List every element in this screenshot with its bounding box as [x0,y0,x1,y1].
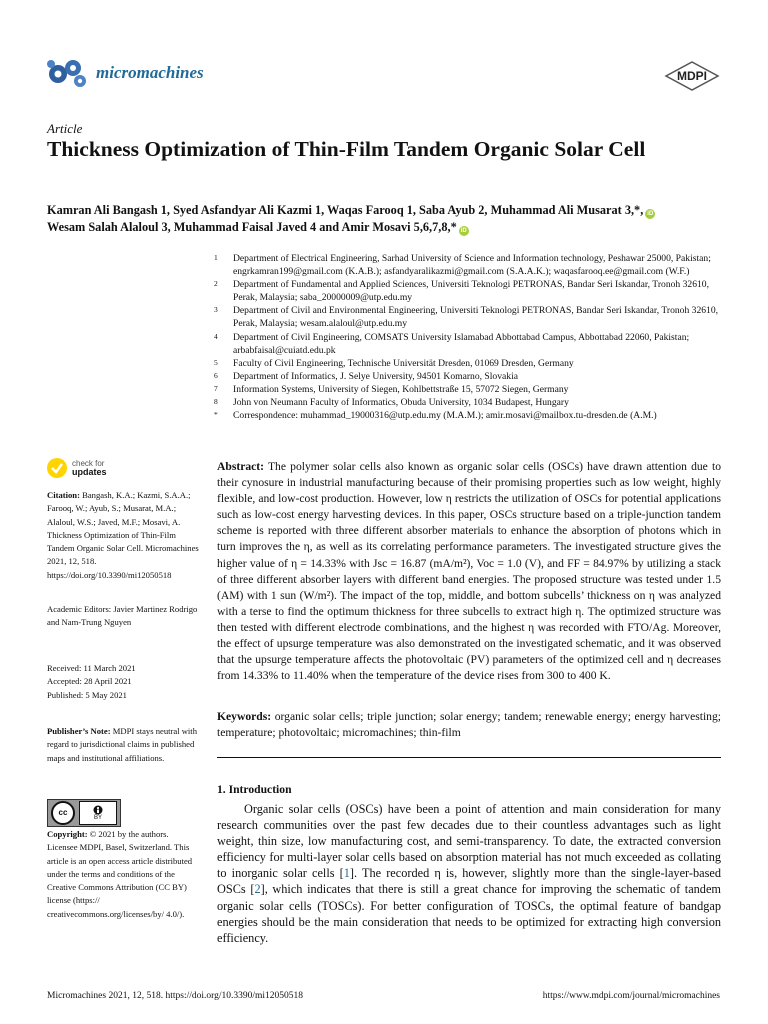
journal-logo [46,56,204,90]
academic-editors: Academic Editors: Javier Martinez Rodrigo and Nam-Trung Nguyen [47,604,198,628]
affiliation-text: Faculty of Civil Engineering, Technische Universität Dresden, 01069 Dresden, Germany [233,357,574,369]
footer-citation: Micromachines 2021, 12, 518. https://doi.org/10.3390/mi12050518 [47,991,304,1001]
affiliation-item [214,304,724,330]
affiliation-text: Department of Fundamental and Applied Sciences, Universiti Teknologi PETRONAS, Bandar Seri Iskandar, Tronoh 32610, Perak, Malaysia; saba_20000009@utp.edu.my [233,279,709,304]
citation-link[interactable]: 1 [343,866,350,881]
authors-line-1 [47,202,727,219]
intro-text: ]. The recorded η is, however, slightly more than the single-layer-based OSCs [ [217,866,721,897]
citation-label: Citation: [47,490,80,500]
publisher-logo [664,61,720,96]
affiliation-text: Department of Civil Engineering, COMSATS University Islamabad Abbottabad Campus, Abbottabad 22060, Pakistan; arbabfaisal@cuiatd.edu.pk [233,331,690,356]
abstract-label: Abstract: [217,460,265,473]
affiliation-number: * [214,410,218,420]
svg-text:MDPI: MDPI [677,69,707,83]
copyright-label: Copyright: [47,829,88,839]
authors-text-1: Kamran Ali Bangash 1, Syed Asfandyar Ali Kazmi 1, Waqas Farooq 1, Saba Ayub 2, Muhammad Ali Musarat 3,*, [47,203,644,217]
dates-block [47,662,199,702]
check-updates-icon [47,458,67,478]
journal-name: micromachines [96,63,204,82]
correspondence [214,409,724,422]
affiliation-item [214,383,724,396]
orcid-icon[interactable]: iD [647,211,654,217]
cc-license-badge[interactable] [47,799,121,827]
affiliation-text: Correspondence: muhammad_19000316@utp.edu.my (M.A.M.); amir.mosavi@mailbox.tu-dresden.de (A.M.) [233,410,657,422]
affiliation-item [214,370,724,383]
introduction-paragraph [217,801,721,946]
article-type: Article [47,121,83,136]
page-title: Thickness Optimization of Thin-Film Tandem Organic Solar Cell [47,137,646,161]
affiliation-number: 7 [214,383,218,393]
check-updates-line1: check for [72,459,105,468]
citation-link[interactable]: 2 [254,882,261,897]
orcid-icon[interactable]: iD [460,228,467,234]
affiliation-number: 2 [214,279,218,289]
affiliation-number: 3 [214,305,218,315]
affiliation-item [214,331,724,357]
section-divider [217,757,721,758]
cc-icon: cc [51,801,75,825]
affiliation-item [214,278,724,304]
affiliation-number: 5 [214,357,218,367]
affiliation-text: Information Systems, University of Siegen, Kohlbettstraße 15, 57072 Siegen, Germany [233,383,569,395]
by-icon [79,801,117,825]
keywords-label: Keywords: [217,710,272,723]
footer-journal-url[interactable]: https://www.mdpi.com/journal/micromachines [542,991,720,1001]
copyright-block [47,828,199,921]
by-label: BY [93,815,102,821]
keywords-text: organic solar cells; triple junction; solar energy; tandem; renewable energy; energy harvesting; temperature; photovoltaic; micromachines; thin-film [217,710,721,740]
mdpi-logo-icon [664,61,720,91]
abstract [217,459,721,684]
section-heading: 1. Introduction [217,783,292,796]
affiliation-text: John von Neumann Faculty of Informatics, Obuda University, 1034 Budapest, Hungary [233,397,569,409]
check-for-updates-button[interactable] [47,458,107,478]
author-list [47,202,727,236]
affiliation-item [214,357,724,370]
intro-text: ], which indicates that there is still a great chance for improving the schematic of tandem organic solar cells (TOSCs). For better configuration of TOSCs, the optimal feature of bandgap energies should be the main consideration that needs to be optimized for extracting high conversion efficiency. [217,882,721,945]
citation-block [47,489,199,582]
publisher-note [47,725,199,765]
citation-text: Bangash, K.A.; Kazmi, S.A.A.; Farooq, W.; Ayub, S.; Musarat, M.A.; Alaloul, W.S.; Javed, M.F.; Mosavi, A. Thickness Optimization of Thin-Film Tandem Organic Solar Cell. Micromachines 2021, 12, 518. https://doi.org/10.3390/mi12050518 [47,490,199,580]
authors-text-2: Wesam Salah Alaloul 3, Muhammad Faisal Javed 4 and Amir Mosavi 5,6,7,8,* [47,220,457,234]
publisher-note-text: MDPI stays neutral with regard to jurisdictional claims in published maps and institutional affiliations. [47,726,197,763]
affiliation-number: 6 [214,370,218,380]
authors-line-2 [47,219,727,236]
affiliation-item [214,396,724,409]
affiliation-text: Department of Electrical Engineering, Sarhad University of Science and Information technology, Peshawar 25000, Pakistan; engrkamran199@gmail.com (K.A.B.); asfandyaralikazmi@gmail.com (S.A.A.K.); waqasfarooq.ee@gmail.com (W.F.) [233,253,711,278]
affiliations [214,252,724,422]
affiliation-text: Department of Civil and Environmental Engineering, Universiti Teknologi PETRONAS, Bandar Seri Iskandar, Tronoh 32610, Perak, Malaysia; wesam.alaloul@utp.edu.my [233,305,719,330]
affiliation-text: Department of Informatics, J. Selye University, 94501 Komarno, Slovakia [233,370,518,382]
keywords [217,709,721,741]
affiliation-number: 1 [214,253,218,262]
check-updates-label [72,459,107,477]
affiliation-number: 8 [214,397,218,407]
received-date: Received: 11 March 2021 [47,663,136,673]
abstract-text: The polymer solar cells also known as organic solar cells (OSCs) have drawn attention due to their cynosure in industrial manufacturing because of their promising properties such as low weight, highly flexible, and low-cost production. However, low η restricts the utilization of OSCs for potential applications such as low-cost energy harvesting devices. In this paper, OSCs structure based on a triple-junction tandem scheme is reported with three different absorber materials to enhance the absorption of photons which in turn improves the η, as well as its correlating performance parameters. The investigated structure gives the higher value of η = 14.33% with Jsc = 16.87 (mA/m²), Voc = 1.0 (V), and FF = 84.97% by utilizing a stack of three different absorber layers with different band energies. The proposed structure was tested under 1.5 (AM) with 1 sun (W/m²). The impact of the top, middle, and bottom subcells’ thickness on η was analyzed with a terse to find the optimum thickness for three subcells to extract high η. The optimized structure was then tested with different electrode combinations, and the highest η was recorded with FTO/Ag. Moreover, the effect of upsurge temperature was also demonstrated on the investigated schematic, and it was observed that the upsurge temperature affects the photovoltaic (PV) parameters of the optimized cell and η decreases from 14.33% to 11.40% when the temperature of the device rises from 300 to 400 K. [217,460,721,683]
affiliation-number: 4 [214,331,218,341]
publisher-note-label: Publisher’s Note: [47,726,111,736]
check-updates-line2: updates [72,467,107,477]
affiliation-item [214,252,724,278]
intro-text: Organic solar cells (OSCs) have been a point of attention and main consideration for many research communities over the past few decades due to their countless advantages such as light weight, thin size, low manufacturing cost, and semi-transparency. To date, the extracted conversion efficiency for multi-layer solar cells based on absorption material has not much exceeded as collating to inorganic solar cells [ [217,802,721,881]
copyright-text: © 2021 by the authors. Licensee MDPI, Basel, Switzerland. This article is an open access article distributed under the terms and conditions of the Creative Commons Attribution (CC BY) license (https:// creativecommons.org/licenses/by/ 4.0/). [47,829,193,919]
accepted-date: Accepted: 28 April 2021 [47,676,132,687]
gears-icon [46,56,90,90]
published-date: Published: 5 May 2021 [47,689,127,700]
